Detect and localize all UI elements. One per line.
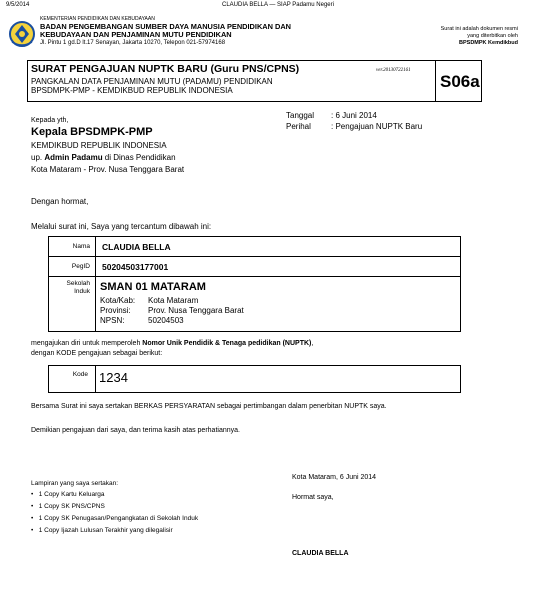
agency-line2: KEBUDAYAAN DAN PENJAMINAN MUTU PENDIDIKAN [40,30,232,39]
perihal-value: : Pengajuan NUPTK Baru [331,122,423,131]
sekolah-label-1: Sekolah [66,280,90,287]
recipient-line2 [31,153,176,162]
request-text [31,340,313,347]
ministry-logo-icon [7,20,37,48]
identity-table-divider [95,236,96,332]
nama-value: CLAUDIA BELLA [102,242,171,252]
identity-row-separator-1 [48,256,461,257]
lampiran-item [31,515,198,522]
perihal-label: Perihal [286,122,311,131]
intro-text: Melalui surat ini, Saya yang tercantum dibawah ini: [31,222,212,231]
form-code: S06a [440,72,480,91]
print-date: 9/5/2014 [6,2,30,8]
sekolah-label-2: Induk [74,288,90,295]
form-subtitle-1: PANGKALAN DATA PENJAMINAN MUTU (PADAMU) PENDIDIKAN [31,77,273,86]
signature-place-date: Kota Mataram, 6 Juni 2014 [292,474,377,481]
official-note-line3: BPSDMPK Kemdikbud [459,40,518,46]
sekolah-name: SMAN 01 MATARAM [100,281,206,293]
attachment-sentence: Bersama Surat ini saya sertakan BERKAS PERSYARATAN sebagai pertimbangan dalam penerbitan NUPTK saya. [31,403,387,410]
nama-label: Nama [72,243,90,250]
provinsi-value: Prov. Nusa Tenggara Barat [148,306,244,315]
request-suffix: , [311,340,314,347]
tanggal-label: Tanggal [286,111,315,120]
form-version: ver.20130722161 [376,68,411,73]
form-header-divider [435,60,436,102]
lampiran-title: Lampiran yang saya sertakan: [31,480,119,487]
bullet-icon: • [31,491,34,498]
form-subtitle-2: BPSDMPK-PMP - KEMDIKBUD REPUBLIK INDONESIA [31,86,233,95]
tanggal-value: : 6 Juni 2014 [331,111,377,120]
signature-name: CLAUDIA BELLA [292,550,349,557]
official-note-line2: yang diterbitkan oleh [467,33,518,39]
lampiran-item-label: 1 Copy Kartu Keluarga [38,491,105,498]
recipient-line2-suffix: di Dinas Pendidikan [102,153,176,162]
kode-intro: dengan KODE pengajuan sebagai berikut: [31,350,163,357]
salutation: Dengan hormat, [31,197,89,206]
pegid-value: 50204503177001 [102,262,169,272]
recipient-line3: Kota Mataram - Prov. Nusa Tenggara Barat [31,165,185,174]
agency-line1: BADAN PENGEMBANGAN SUMBER DAYA MANUSIA PENDIDIKAN DAN [40,22,292,31]
bullet-icon: • [31,503,34,510]
pegid-label: PegID [71,263,90,270]
ministry-name: KEMENTERIAN PENDIDIKAN DAN KEBUDAYAAN [40,16,155,22]
recipient-admin: Admin Padamu [44,153,103,162]
lampiran-item-label: 1 Copy SK Penugasan/Pengangkatan di Sekolah Induk [38,515,199,522]
lampiran-item [31,503,105,510]
lampiran-item [31,491,104,498]
lampiran-item-label: 1 Copy Ijazah Lulusan Terakhir yang dilegalisir [38,527,173,534]
identity-row-separator-2 [48,276,461,277]
form-title: SURAT PENGAJUAN NUPTK BARU (Guru PNS/CPNS) [31,63,300,75]
lampiran-item-label: 1 Copy SK PNS/CPNS [38,503,105,510]
kotakab-label: Kota/Kab: [100,296,136,305]
signature-regards: Hormat saya, [292,494,334,501]
recipient-name: Kepala BPSDMPK-PMP [31,126,153,138]
recipient-line2-prefix: up. [31,153,45,162]
npsn-value: 50204503 [148,316,184,325]
closing-text: Demikian pengajuan dari saya, dan terima kasih atas perhatiannya. [31,427,240,434]
bullet-icon: • [31,515,34,522]
recipient-line1: KEMDIKBUD REPUBLIK INDONESIA [31,141,167,150]
kode-value: 1234 [99,370,128,385]
bullet-icon: • [31,527,34,534]
print-title: CLAUDIA BELLA — SIAP Padamu Negeri [222,2,334,8]
official-note-line1: Surat ini adalah dokumen resmi [440,26,518,32]
provinsi-label: Provinsi: [100,306,131,315]
kode-box-divider [95,365,96,393]
kotakab-value: Kota Mataram [148,296,199,305]
kode-label: Kode [72,371,88,378]
lampiran-item [31,527,173,534]
request-nuptk: Nomor Unik Pendidik & Tenaga pedidikan (NUPTK) [142,340,312,347]
request-prefix: mengajukan diri untuk memperoleh [31,340,143,347]
npsn-label: NPSN: [100,316,125,325]
recipient-greeting: Kepada yth, [31,117,69,124]
agency-address: Jl. Pintu 1 gd.D lt.17 Senayan, Jakarta 10270, Telepon 021-57974168 [40,40,226,46]
